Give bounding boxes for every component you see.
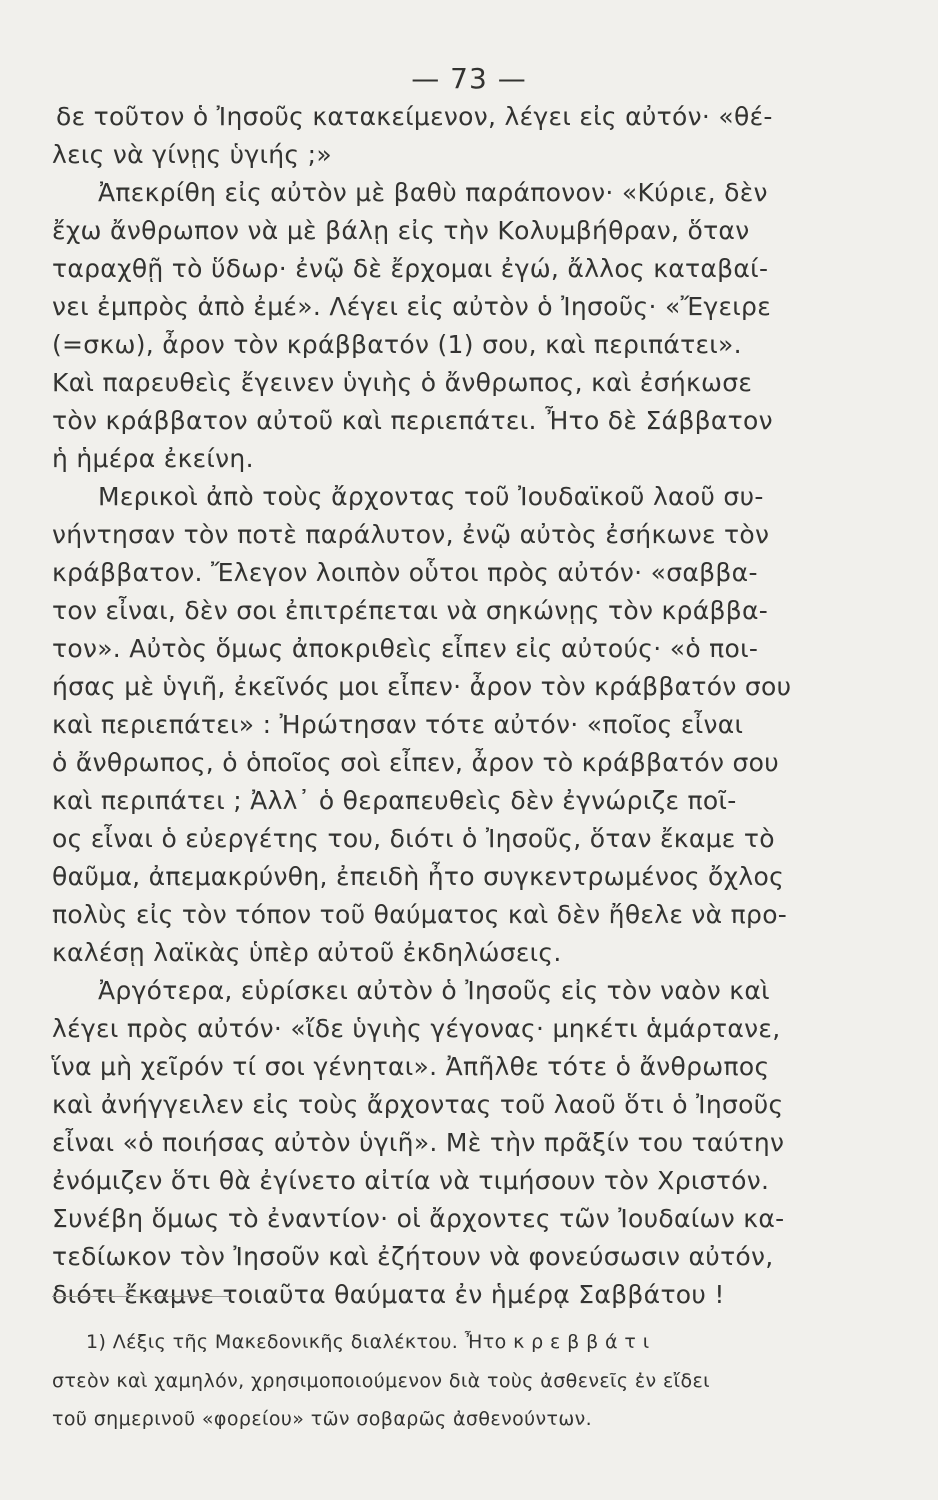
text-line: (=σκω), ἆρον τὸν κράββατόν (1) σου, καὶ περιπάτει».: [52, 330, 742, 359]
text-line: ἵνα μὴ χεῖρόν τί σοι γένηται». Ἀπῆλθε τότε ὁ ἄνθρωπος: [52, 1052, 770, 1081]
text-line: καὶ ἀνήγγειλεν εἰς τοὺς ἄρχοντας τοῦ λαοῦ ὅτι ὁ Ἰησοῦς: [52, 1090, 784, 1119]
text-line: ὁ ἄνθρωπος, ὁ ὁποῖος σοὶ εἶπεν, ἆρον τὸ κράββατόν σου: [52, 748, 779, 777]
text-line: Μερικοὶ ἀπὸ τοὺς ἄρχοντας τοῦ Ἰουδαϊκοῦ λαοῦ συ-: [98, 482, 764, 511]
text-line: Καὶ παρευθεὶς ἔγεινεν ὑγιὴς ὁ ἄνθρωπος, καὶ ἐσήκωσε: [52, 368, 753, 397]
text-line: ος εἶναι ὁ εὐεργέτης του, διότι ὁ Ἰησοῦς, ὅταν ἔκαμε τὸ: [52, 824, 775, 853]
text-line: Ἀργότερα, εὑρίσκει αὐτὸν ὁ Ἰησοῦς εἰς τὸν ναὸν καὶ: [98, 976, 770, 1005]
text-line: ἔχω ἄνθρωπον νὰ μὲ βάλῃ εἰς τὴν Κολυμβήθραν, ὅταν: [52, 216, 750, 245]
footnote-divider: [52, 1296, 230, 1297]
text-line: Συνέβη ὅμως τὸ ἐναντίον· οἱ ἄρχοντες τῶν Ἰουδαίων κα-: [52, 1204, 785, 1233]
page-number: — 73 —: [411, 62, 527, 95]
text-line: ἡ ἡμέρα ἐκείνη.: [52, 444, 254, 473]
text-line: καὶ περιπάτει ; Ἀλλ᾽ ὁ θεραπευθεὶς δὲν ἐγνώριζε ποῖ-: [52, 786, 737, 815]
text-line: εἶναι «ὁ ποιήσας αὐτὸν ὑγιῆ». Μὲ τὴν πρᾶξίν του ταύτην: [52, 1128, 785, 1157]
text-line: νήντησαν τὸν ποτὲ παράλυτον, ἐνῷ αὐτὸς ἐσήκωνε τὸν: [52, 520, 770, 549]
text-line: καλέσῃ λαϊκὰς ὑπὲρ αὐτοῦ ἐκδηλώσεις.: [52, 938, 562, 967]
footnote-line: 1) Λέξις τῆς Μακεδονικῆς διαλέκτου. Ἦτο κ ρ ε β β ά τ ι: [86, 1331, 650, 1353]
text-line: τον εἶναι, δὲν σοι ἐπιτρέπεται νὰ σηκώνῃς τὸν κράββα-: [52, 596, 769, 625]
text-line: Ἀπεκρίθη εἰς αὐτὸν μὲ βαθὺ παράπονον· «Κύριε, δὲν: [98, 178, 768, 207]
text-line: τεδίωκον τὸν Ἰησοῦν καὶ ἐζήτουν νὰ φονεύσωσιν αὐτόν,: [52, 1242, 774, 1271]
text-line: νει ἐμπρὸς ἀπὸ ἐμέ». Λέγει εἰς αὐτὸν ὁ Ἰησοῦς· «Ἔγειρε: [52, 292, 772, 321]
text-line: ήσας μὲ ὑγιῆ, ἐκεῖνός μοι εἶπεν· ἆρον τὸν κράββατόν σου: [52, 672, 792, 701]
text-line: λέγει πρὸς αὐτόν· «ἴδε ὑγιὴς γέγονας· μηκέτι ἁμάρτανε,: [52, 1014, 781, 1043]
text-line: θαῦμα, ἀπεμακρύνθη, ἐπειδὴ ἦτο συγκεντρωμένος ὄχλος: [52, 862, 785, 891]
text-line: λεις νὰ γίνῃς ὑγιής ;»: [52, 140, 332, 169]
text-line: ταραχθῇ τὸ ὕδωρ· ἐνῷ δὲ ἔρχομαι ἐγώ, ἄλλος καταβαί-: [52, 254, 769, 283]
text-line: δε τοῦτον ὁ Ἰησοῦς κατακείμενον, λέγει εἰς αὐτόν· «θέ-: [56, 102, 773, 131]
text-line: κράββατον. Ἔλεγον λοιπὸν οὗτοι πρὸς αὐτόν· «σαββα-: [52, 558, 758, 587]
footnote-line: τοῦ σημερινοῦ «φορείου» τῶν σοβαρῶς ἀσθενούντων.: [52, 1408, 593, 1430]
text-line: τον». Αὐτὸς ὅμως ἀποκριθεὶς εἶπεν εἰς αὐτούς· «ὁ ποι-: [52, 634, 759, 663]
text-line: πολὺς εἰς τὸν τόπον τοῦ θαύματος καὶ δὲν ἤθελε νὰ προ-: [52, 900, 788, 929]
text-line: διότι ἔκαμνε τοιαῦτα θαύματα ἐν ἡμέρᾳ Σαββάτου !: [52, 1280, 725, 1309]
text-line: ἐνόμιζεν ὅτι θὰ ἐγίνετο αἰτία νὰ τιμήσουν τὸν Χριστόν.: [52, 1166, 770, 1195]
text-line: τὸν κράββατον αὐτοῦ καὶ περιεπάτει. Ἦτο δὲ Σάββατον: [52, 406, 773, 435]
footnote-line: στεὸν καὶ χαμηλόν, χρησιμοποιούμενον διὰ τοὺς ἀσθενεῖς ἐν εἴδει: [52, 1370, 711, 1392]
text-line: καὶ περιεπάτει» : Ἠρώτησαν τότε αὐτόν· «ποῖος εἶναι: [52, 710, 744, 739]
